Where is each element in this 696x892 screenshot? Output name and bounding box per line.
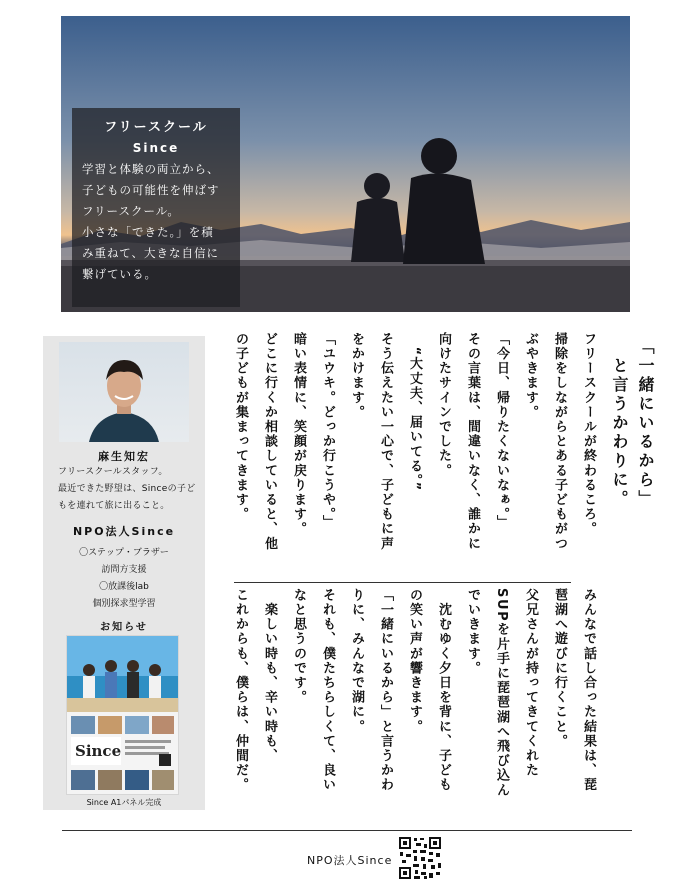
qr-code-graphic	[398, 836, 442, 880]
article-column: SUPを片手に琵琶湖へ飛び込ん	[494, 588, 509, 798]
hero-line: 学習と体験の両立から、	[82, 162, 220, 176]
hero-line: 繋げている。	[82, 267, 157, 281]
article-column: どこに行くか相談していると、他	[262, 332, 277, 551]
article-column: 「今日、帰りたくないなぁ。」	[494, 332, 509, 530]
staff-bio	[58, 464, 196, 515]
article-upper	[224, 332, 602, 582]
staff-bio-line: 最近できた野望は、Sinceの子ど	[58, 484, 196, 494]
article-column: フリースクールが終わるころ。	[581, 332, 596, 537]
hero-line: み重ねて、大きな自信に	[82, 246, 219, 260]
article-column: りに、みんなで湖に。	[349, 588, 364, 734]
poster-illustration	[67, 636, 178, 794]
headline-text	[606, 338, 658, 509]
program-item: 訪問方支援	[101, 565, 147, 575]
program-item: 〇ステップ・ブラザー	[79, 548, 169, 558]
article-divider	[234, 582, 571, 583]
staff-bio-line: もを連れて旅に出ること。	[58, 501, 170, 511]
org-title: NPO法人Since	[72, 525, 176, 538]
sidebar	[43, 336, 205, 810]
staff-name: 麻生知宏	[98, 450, 150, 463]
program-item: 〇放課後lab	[99, 582, 149, 592]
article-column: 掃除をしながらとある子どもがつ	[552, 332, 567, 551]
person-icon	[59, 342, 189, 442]
article-headline	[606, 338, 658, 578]
news-heading: お知らせ	[100, 622, 148, 633]
article-column: そう伝えたい一心で、子どもに声	[378, 332, 393, 551]
poster-caption: Since A1パネル完成	[86, 798, 162, 807]
hero-description	[82, 159, 230, 285]
article-column: 楽しい時も、辛い時も、	[262, 588, 277, 764]
article-column: の笑い声が響きます。	[407, 588, 422, 734]
article-column: その言葉は、間違いなく、誰かに	[465, 332, 480, 551]
article-column: をかけます。	[349, 332, 364, 420]
article-column: みんなで話し合った結果は、琵	[581, 588, 596, 793]
article-column: 父兄さんが持ってきてくれた	[523, 588, 538, 778]
hero-caption-box	[72, 108, 240, 307]
article-column: 「ユウキ。どっか行こうや。」	[320, 332, 335, 530]
footer-rule	[62, 830, 632, 831]
staff-portrait	[59, 342, 189, 442]
article-lower	[224, 588, 602, 828]
article-column: 暗い表情に、笑顔が戻ります。	[291, 332, 306, 537]
article-column: 沈むゆく夕日を背に、子ども	[436, 588, 451, 793]
program-item: 個別探求型学習	[92, 599, 156, 609]
poster-brand: Since	[75, 742, 122, 760]
hero-subtitle: Since	[132, 141, 180, 155]
article-column: ぶやきます。	[523, 332, 538, 420]
article-column: なと思うのです。	[291, 588, 306, 705]
article-column: 向けたサインでした。	[436, 332, 451, 478]
hero-line: 子どもの可能性を伸ばす	[82, 183, 220, 197]
article-column: 「一緒にいるから」と言うかわ	[378, 588, 393, 793]
staff-bio-line: フリースクールスタッフ。	[58, 467, 168, 477]
article-column: 琶湖へ遊びに行くこと。	[552, 588, 567, 749]
article-column: それも、僕たちらしくて、良い	[320, 588, 335, 793]
article-column: の子どもが集まってきます。	[233, 332, 248, 522]
footer-org-name: NPO法人Since	[307, 854, 393, 867]
news-poster-image	[66, 635, 179, 795]
headline-line: 「一緒にいるから」	[636, 338, 655, 509]
hero-photo	[61, 16, 630, 312]
hero-title: フリースクール	[104, 120, 208, 135]
hero-line: 小さな「できた。」を積	[82, 225, 214, 239]
headline-line: と言うかわりに。	[610, 338, 629, 509]
article-column: でいきます。	[465, 588, 480, 676]
article-column: “大丈夫、届いてる。”	[407, 332, 422, 492]
article-column: これからも、僕らは、仲間だ。	[233, 588, 248, 793]
hero-line: フリースクール。	[82, 204, 180, 218]
qr-code-icon[interactable]	[398, 836, 442, 884]
